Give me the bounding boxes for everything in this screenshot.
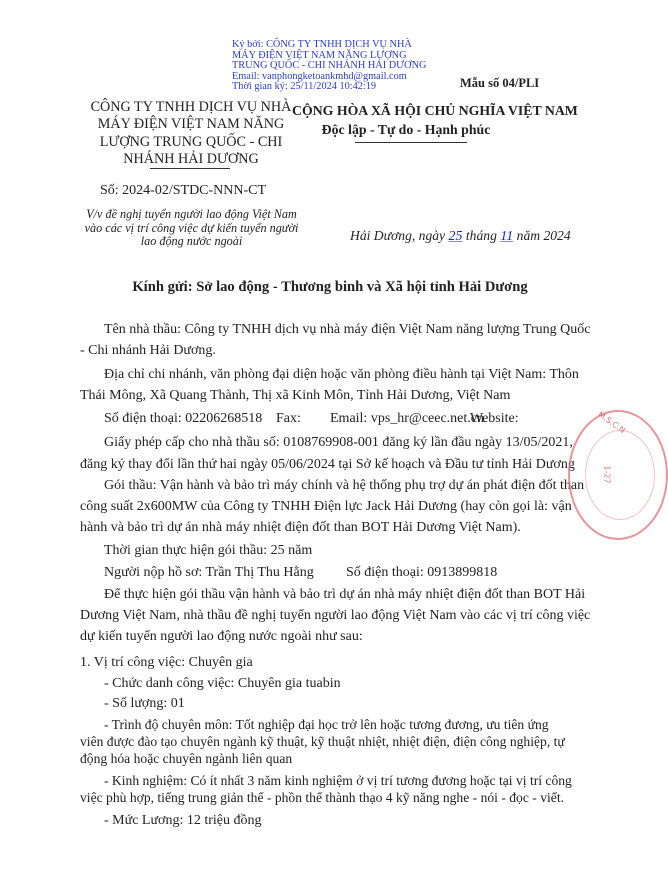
bid-package-cont: công suất 2x600MW của Công ty TNHH Điện lực Jack Hải Dương (hay còn gọi là: vận [80,499,572,514]
submitter-phone: Số điện thoại: 0913899818 [346,565,498,580]
proposal-cont: dự kiến tuyển người lao động nước ngoài như sau: [80,629,363,644]
document-subject [64,208,319,249]
document-number: Số: 2024-02/STDC-NNN-CT [100,183,267,198]
motto-underline [355,142,467,143]
date-month-label: tháng [465,228,497,243]
national-header [292,101,578,139]
date-day: 25 [448,229,463,244]
signed-by-line-1: Ký bởi: CÔNG TY TNHH DỊCH VỤ NHÀ [232,39,412,50]
phone-number: Số điện thoại: 02206268518 [104,411,263,426]
bid-package-cont: hành và bảo trì dự án nhà máy nhiệt điện đốt than BOT Hải Dương Việt Nam). [80,520,521,535]
email-address: Email: vps_hr@ceec.net.cn [330,411,484,426]
proposal: Để thực hiện gói thầu vận hành và bảo trì dự án nhà máy nhiệt điện đốt than BOT Hải [104,587,586,602]
recipient: Kính gửi: Sở lao động - Thương binh và Xã hội tỉnh Hải Dương [132,279,528,295]
signed-by-line-3: TRUNG QUỐC - CHI NHÁNH HẢI DƯƠNG [232,60,427,72]
company-name-line: LƯỢNG TRUNG QUỐC - CHI [99,133,283,150]
package-duration: Thời gian thực hiện gói thầu: 25 năm [104,543,313,558]
subject-line: V/v đề nghị tuyển người lao động Việt Nam [86,207,297,221]
digital-signature [232,40,477,93]
signed-by-line-2: MÁY ĐIỆN VIỆT NAM NĂNG LƯỢNG [232,49,407,61]
experience-requirement-cont: việc phù hợp, tiếng trung giản thể - phồn thể thành thạo 4 kỹ năng nghe - nói - đọc - viết. [80,790,564,805]
position-quantity: - Số lượng: 01 [104,696,185,711]
position-title: - Chức danh công việc: Chuyên gia tuabin [104,676,341,691]
education-requirement-cont: động hóa hoặc chuyên ngành liên quan [80,751,293,766]
contractor-name-cont: - Chi nhánh Hải Dương. [80,343,216,358]
fax-label: Fax: [276,411,301,426]
experience-requirement: - Kinh nghiệm: Có ít nhất 3 năm kinh nghiệm ở vị trí tương đương hoặc tại vị trí công [104,773,572,788]
national-motto: Độc lập - Tự do - Hạnh phúc [321,122,491,137]
education-requirement: - Trình độ chuyên môn: Tốt nghiệp đại học trở lên hoặc tương đương, ưu tiên ứng [104,717,549,732]
company-name-line: MÁY ĐIỆN VIỆT NAM NĂNG [97,116,285,133]
date-month: 11 [500,229,514,244]
form-code: Mẫu số 04/PLI [460,76,540,90]
document-date [350,228,571,245]
date-year: năm 2024 [516,228,571,243]
address: Địa chỉ chi nhánh, văn phòng đại diện hoặc văn phòng điều hành tại Việt Nam: Thôn [104,367,579,382]
education-requirement-cont: viên được đào tạo chuyên ngành kỹ thuật, kỹ thuật nhiệt, nhiệt điện, điện công nghiệp, tự [80,734,565,749]
company-name-line: CÔNG TY TNHH DỊCH VỤ NHÀ [90,99,292,115]
salary: - Mức Lương: 12 triệu đồng [104,813,262,828]
national-title: CỘNG HÒA XÃ HỘI CHỦ NGHĨA VIỆT NAM [292,103,578,118]
company-underline [150,168,230,169]
proposal-cont: Dương Việt Nam, nhà thầu đề nghị tuyển người lao động Việt Nam vào các vị trí công việc [80,608,591,623]
subject-line: vào các vị trí công việc dự kiến tuyển người [84,220,299,235]
license-cont: đăng ký thay đổi lần thứ hai ngày 05/06/2024 tại Sở kế hoạch và Đầu tư tỉnh Hải Dương [80,457,575,472]
subject-line: lao động nước ngoài [140,234,243,249]
date-place: Hải Dương, ngày [350,228,446,243]
bid-package: Gói thầu: Vận hành và bảo trì máy chính và hệ thống phụ trợ dự án phát điện đốt than [104,478,585,493]
stamp-text: M.S.C.N [596,409,627,436]
website-label: Website: [470,411,519,426]
company-stamp-inner-ring [585,430,655,520]
company-name [60,99,322,169]
company-name-line: NHÁNH HẢI DƯƠNG [123,151,259,168]
stamp-number: 1-27 [602,465,612,484]
license: Giấy phép cấp cho nhà thầu số: 0108769908-001 đăng ký lần đầu ngày 13/05/2021, [104,435,573,450]
position-heading: 1. Vị trí công việc: Chuyên gia [80,655,253,670]
signature-email: Email: vanphongketoankmhd@gmail.com [232,70,407,82]
signature-time: Thời gian ký: 25/11/2024 10:42:19 [232,81,377,93]
submitter-name: Người nộp hồ sơ: Trần Thị Thu Hằng [104,565,314,580]
contractor-name: Tên nhà thầu: Công ty TNHH dịch vụ nhà máy điện Việt Nam năng lượng Trung Quốc [104,322,591,337]
address-cont: Thái Mông, Xã Quang Thành, Thị xã Kinh Môn, Tỉnh Hải Dương, Việt Nam [80,388,511,403]
